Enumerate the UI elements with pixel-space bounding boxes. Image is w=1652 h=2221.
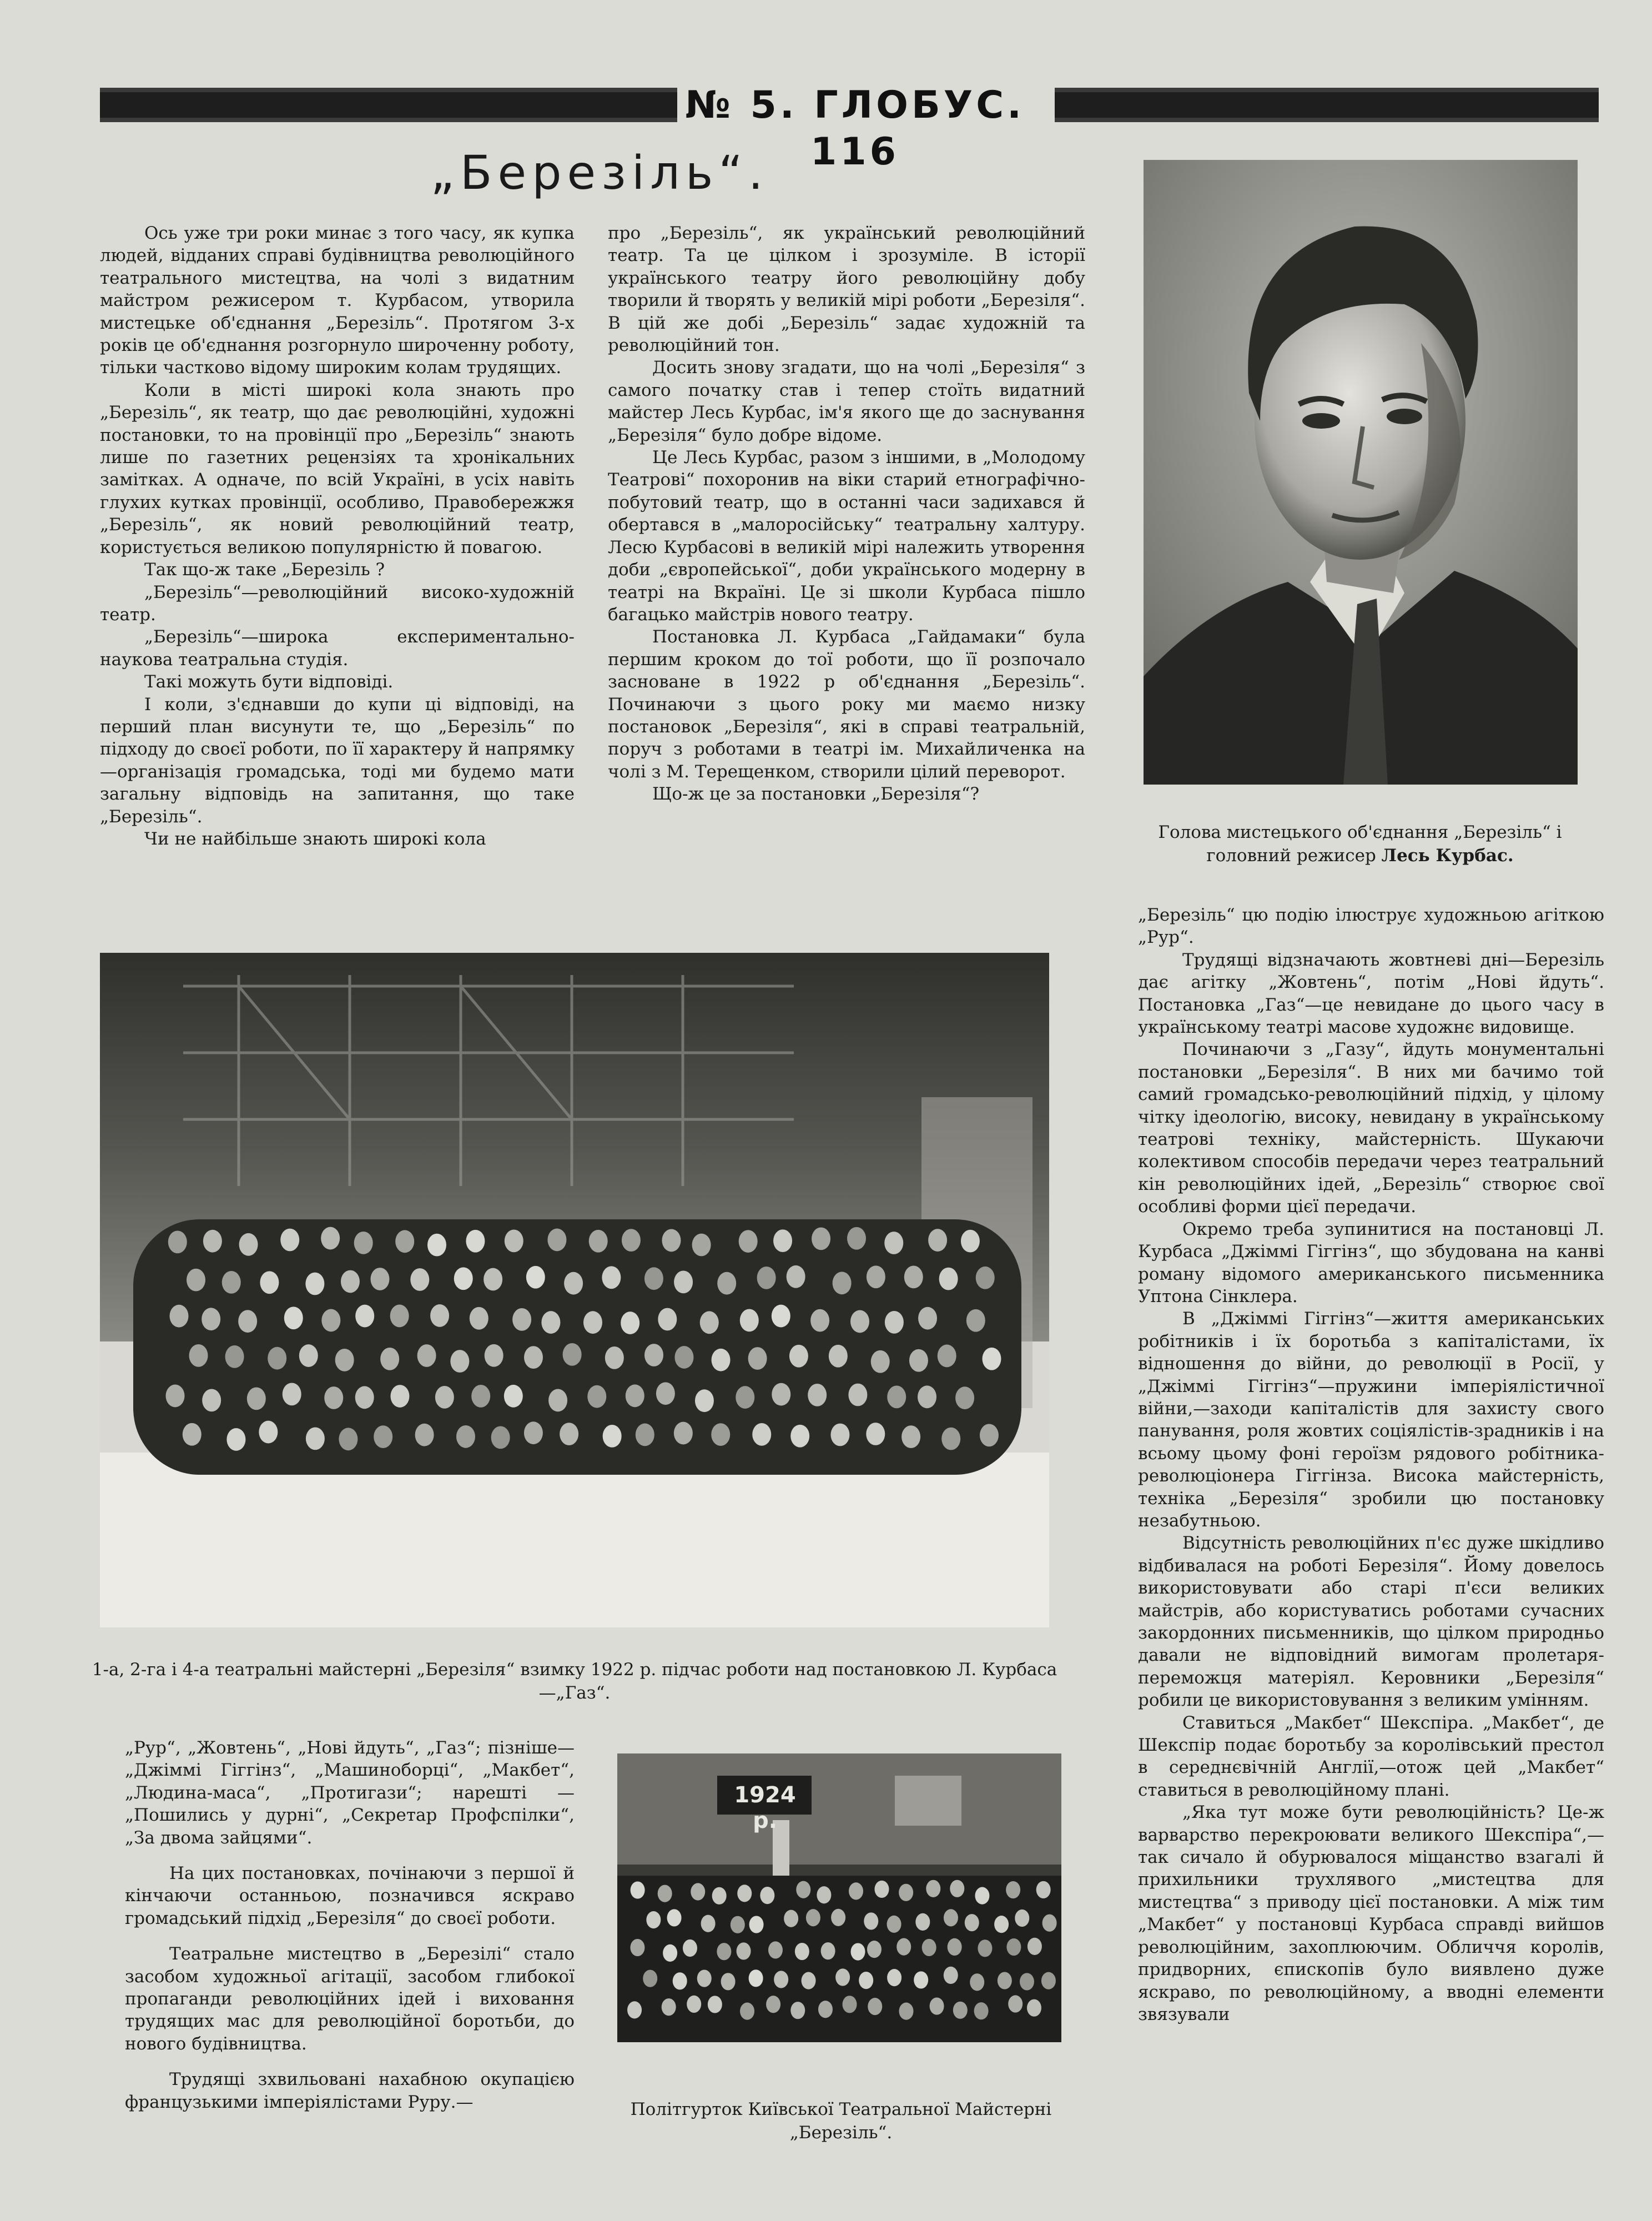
masthead: № 5. ГЛОБУС. 116 <box>685 83 1025 174</box>
portrait-caption <box>1127 821 1593 867</box>
photo-political-circle <box>617 1753 1061 2042</box>
paragraph: Постановка Л. Курбаса „Гайдамаки“ була першим кроком до тої роботи, що її розпочало засноване в 1922 р об'єднання „Березіль“. Починаючи з цього року ми маємо низку постановок „Березіля“, які в справі театральній, поруч з роботами в театрі ім. Михайличенка на чолі з М. Терещенком, створили цілий переворот. <box>608 627 1085 782</box>
text-column-bottom-left <box>125 1737 575 2113</box>
paragraph: Що-ж це за постановки „Березіля“? <box>652 784 980 805</box>
paragraph: Окремо треба зупинитися на постановці Л. Курбаса „Джіммі Гіггінз“, що збудована на канві роману відомого американського письменника Уптона Сінклера. <box>1138 1219 1604 1307</box>
group-photo-berezil-1922 <box>100 953 1049 1627</box>
paragraph: „Березіль“ цю подію ілюструє художньою агіткою „Рур“. <box>1138 905 1604 948</box>
paragraph: Відсутність революційних п'єс дуже шкідливо відбивалася на роботі Березіля“. Йому довелось використовувати або старі п'єси великих майстрів, або користуватись роботами сучасних закордонних письменників, що цілком природньо давали не відповідний вимогам пролетаря-переможця матеріял. Керовники „Березіля“ робили це використовування з великим умінням. <box>1138 1533 1604 1711</box>
masthead-rule-right <box>1055 88 1599 122</box>
article-title: „Березіль“. <box>430 145 769 200</box>
small-photo-caption: Політгурток Київської Театральної Майстерні „Березіль“. <box>630 2099 1052 2143</box>
paragraph: Досить знову згадати, що на чолі „Березіля“ з самого початку став і тепер стоїть видатний майстер Лесь Курбас, ім'я якого ще до заснування „Березіля“ було добре відоме. <box>608 358 1085 445</box>
text-column-3 <box>1138 904 1604 2026</box>
paragraph: Це Лесь Курбас, разом з іншими, в „Молодому Театрові“ похоронив на віки старий етнографічно-побутовий театр, що в останні часи задихався й обертався в „малоросійську“ театральну халтуру. Лесю Курбасові в великій мірі належить утворення доби „європейської“, доби українського модерну в театрі на Вкраїні. Це зі школи Курбаса пішло багацько майстрів нового театру. <box>608 448 1085 625</box>
photo-sign-year: 1924 р. <box>734 1782 796 1833</box>
masthead-rule-left <box>100 88 677 122</box>
paragraph: Такі можуть бути відповіді. <box>144 672 394 692</box>
text-column-1 <box>100 222 575 850</box>
paragraph: про „Березіль“, як український революційний театр. Та це цілком і зрозуміле. В історії українського театру його революційну добу творили й творять у великій мірі роботи „Березіля“. В цій же добі „Березіль“ задає художній та революційний тон. <box>608 223 1085 356</box>
portrait-caption-text: Голова мистецького об'єднання „Березіль“ і головний режисер <box>1158 822 1562 866</box>
paragraph: „Березіль“—широка експериментально-наукова театральна студія. <box>100 627 575 670</box>
paragraph: Коли в місті широкі кола знають про „Березіль“, як театр, що дає революційні, художні постановки, то на провінції про „Березіль“ знають лише по газетних рецензіях та хронікальних замітках. А одначе, по всій Україні, в усіх навіть глухих кутках провінції, особливо, Правобережжя „Березіль“, як новий революційний театр, користується великою популярністю й повагою. <box>100 380 575 557</box>
paragraph: „Яка тут може бути революційність? Це-ж варварство перекроювати великого Шекспіра“,—так сичало й обурювалося міщанство взагалі й прихильники трухлявого „мистецтва для мистецтва“ з приводу цієї постановки. А між тим „Макбет“ у постановці Курбаса справді вийшов революційним, захоплюючим. Обличчя королів, придворних, єпископів було виявлено дуже яскраво, по революційному, а вводні елементи звязували <box>1138 1802 1604 2024</box>
paragraph: Починаючи з „Газу“, йдуть монументальні постановки „Березіля“. В них ми бачимо той самий громадсько-революційний підхід, у цілому чітку ідеологію, високу, невидану в українському театрові техніку, майстерність. Шукаючи колективом способів передачи через театральний кін революційних ідей, „Березіль“ створює свої особливі форми цієї передачи. <box>1138 1039 1604 1217</box>
portrait-photo-les-kurbas <box>1144 160 1578 785</box>
portrait-caption-name: Лесь Курбас. <box>1381 846 1514 866</box>
paragraph: В „Джіммі Гіггінз“—життя американських робітників і їх боротьба з капіталістами, їх відношення до війни, до революції в Росії, у „Джіммі Гіггінз“—пружини імперіялістичної війни,—заходи капіталістів для захисту свого панування, роля жовтих соціялістів-зрадників і на всьому цьому фоні героїзм рядового робітника-революціонера Гіггінза. Висока майстерність, техніка „Березіля“ зробили цю постановку незабутньою. <box>1138 1309 1604 1531</box>
paragraph: Трудящі відзначають жовтневі дні—Березіль дає агітку „Жовтень“, потім „Нові йдуть“. Постановка „Газ“—це невидане до цього часу в українському театрі масове художнє видовище. <box>1138 949 1604 1038</box>
paragraph: Трудящі зхвильовані нахабною окупацією французькими імперіялістами Руру.— <box>125 2069 575 2112</box>
paragraph: Театральне мистецтво в „Березілі“ стало засобом художньої агітації, засобом глибокої пропаганди революційних ідей і виховання трудящих мас для революційної боротьби, до нового будівництва. <box>125 1944 575 2054</box>
paragraph: Так що-ж таке „Березіль ? <box>144 560 385 580</box>
paragraph: Ставиться „Макбет“ Шекспіра. „Макбет“, де Шекспір подає боротьбу за королівський престол в середнєвічній Англії,—отож цей „Макбет“ ставиться в революційному плані. <box>1138 1712 1604 1800</box>
paragraph: І коли, з'єднавши до купи ці відповіді, на перший план висунути те, що „Березіль“ по підходу до своєї роботи, по її характеру й напрямку—організація громадська, тоді ми будемо мати загальну відповідь на запитання, що таке „Березіль“. <box>100 694 575 827</box>
paragraph: Чи не найбільше знають широкі кола <box>144 828 486 849</box>
paragraph: „Березіль“—революційний високо-художній театр. <box>100 582 575 625</box>
paragraph: На цих постановках, почінаючи з першої й кінчаючи останньою, позначився яскраво громадський підхід „Березіля“ до своєї роботи. <box>125 1863 575 1928</box>
group-photo-caption: 1-а, 2-га і 4-а театральні майстерні „Березіля“ взимку 1922 р. підчас роботи над постановкою Л. Курбаса—„Газ“. <box>92 1660 1057 1703</box>
paragraph: „Рур“, „Жовтень“, „Нові йдуть“, „Газ“; пізніше—„Джіммі Гіггінз“, „Машиноборці“, „Макбет“, „Людина-маса“, „Протигази“; нарешті — „Пошились у дурні“, „Секретар Профспілки“, „За двома зайцями“. <box>125 1738 575 1848</box>
paragraph: Ось уже три роки минає з того часу, як купка людей, відданих справі будівництва революційного театрального мистецтва, на чолі з видатним майстром режисером т. Курбасом, утворила мистецьке об'єднання „Березіль“. Протягом 3-х років це об'єднання розгорнуло широченну роботу, тільки частково відому широким колам трудящих. <box>100 223 575 378</box>
text-column-2 <box>608 222 1085 806</box>
